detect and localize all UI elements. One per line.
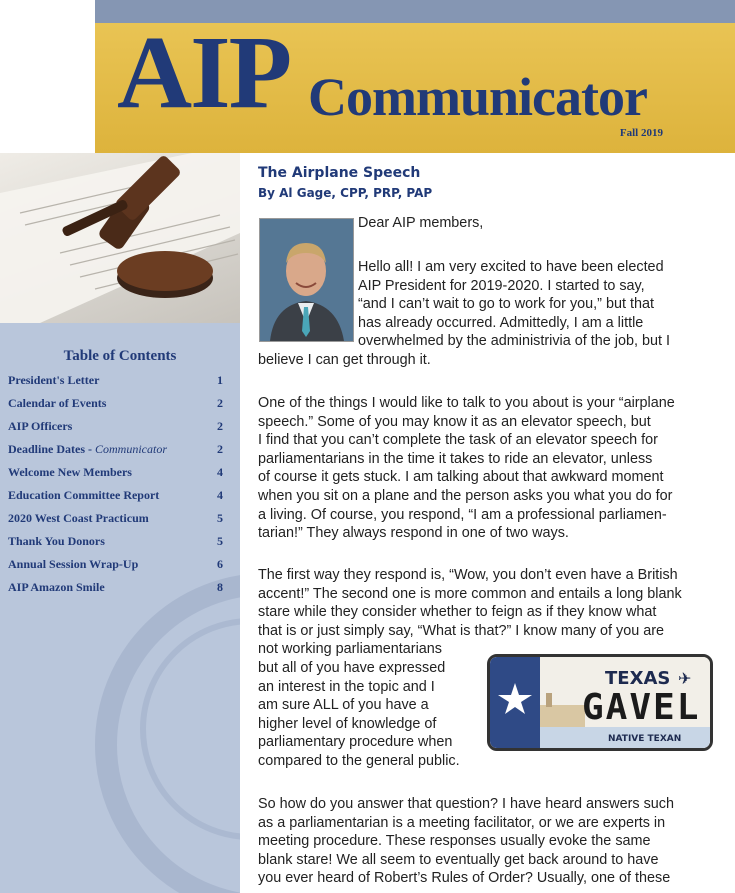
toc-item-label: [8, 442, 167, 457]
text-line: but all of you have expressed: [258, 659, 446, 676]
toc-item[interactable]: [0, 557, 240, 580]
toc-item-label: Education Committee Report: [8, 488, 160, 502]
toc-item-page: 6: [217, 557, 223, 571]
paragraph-intro: [258, 258, 670, 370]
text-line: overwhelmed by the administrivia of the job, but I: [358, 333, 670, 350]
gavel-illustration: [0, 153, 240, 323]
toc-item-page: 5: [217, 534, 223, 548]
paragraph-answer: [258, 795, 674, 888]
text-line: a living. Of course, you respond, “I am a professional parliamen-: [258, 506, 667, 523]
toc-item-label: AIP Officers: [8, 419, 73, 433]
text-line: Hello all! I am very excited to have been elected: [358, 259, 664, 275]
toc-item-label-italic: Communicator: [95, 442, 167, 456]
text-line: Dear AIP members,: [358, 215, 484, 231]
text-line: tarian!” They always respond in one of two ways.: [258, 525, 569, 542]
toc-item-label-text: Deadline Dates -: [8, 442, 95, 456]
text-line: higher level of knowledge of: [258, 715, 437, 732]
text-line: of course it gets stuck. I am talking about that awkward moment: [258, 469, 664, 486]
paragraph-greeting: [358, 214, 483, 233]
toc-item[interactable]: [0, 580, 240, 603]
toc-item[interactable]: [0, 465, 240, 488]
text-line: am sure ALL of you have a: [258, 697, 429, 714]
sidebar: [0, 153, 240, 893]
license-plate-illustration: [490, 657, 710, 748]
text-line: you ever heard of Robert’s Rules of Order? Usually, one of these: [258, 870, 671, 887]
text-line: compared to the general public.: [258, 752, 460, 769]
text-line: believe I can get through it.: [258, 351, 431, 368]
toc-item[interactable]: [0, 373, 240, 396]
masthead-communicator: Communicator: [308, 67, 647, 127]
toc-item-page: 2: [217, 442, 223, 456]
toc-item-page: 4: [217, 488, 223, 502]
text-line: So how do you answer that question? I have heard answers such: [258, 796, 674, 812]
text-line: an interest in the topic and I: [258, 678, 435, 695]
text-line: when you sit on a plane and the person asks you what you do for: [258, 487, 673, 504]
text-line: parliamentary procedure when: [258, 734, 453, 751]
toc-item-label: Annual Session Wrap-Up: [8, 557, 139, 571]
text-line: blank stare! We all seem to eventually get back around to have: [258, 851, 659, 868]
svg-text:✈: ✈: [678, 669, 692, 688]
toc-item[interactable]: [0, 511, 240, 534]
masthead-aip: AIP: [117, 23, 291, 130]
text-line: I find that you can’t complete the task of an elevator speech for: [258, 432, 658, 449]
toc-item[interactable]: [0, 419, 240, 442]
text-line: parliamentarians in the time it takes to ride an elevator, unless: [258, 450, 653, 467]
masthead-banner: [95, 23, 735, 153]
toc-item-label: Welcome New Members: [8, 465, 132, 479]
toc-item-page: 8: [217, 580, 223, 594]
text-line: that is or just simply say, “What is that?” I know many of you are: [258, 622, 665, 639]
text-line: not working parliamentarians: [258, 641, 442, 658]
toc-item-page: 2: [217, 396, 223, 410]
toc-item[interactable]: [0, 396, 240, 419]
text-line: as a parliamentarian is a meeting facilitator, or we are experts in: [258, 814, 666, 831]
text-line: has already occurred. Admittedly, I am a little: [358, 314, 644, 331]
text-line: stare while they consider whether to feign as if they know what: [258, 604, 657, 621]
text-line: One of the things I would like to talk to you about is your “airplane: [258, 395, 675, 411]
issue-label: Fall 2019: [619, 127, 663, 139]
text-line: “and I can’t wait to go to work for you,” but that: [358, 296, 654, 313]
plate-state: TEXAS: [605, 668, 671, 689]
toc-item-label: Calendar of Events: [8, 396, 107, 410]
top-bar: [95, 0, 735, 23]
article-byline: By Al Gage, CPP, PRP, PAP: [258, 186, 433, 200]
toc-item-page: 2: [217, 419, 223, 433]
text-line: speech.” Some of you may know it as an elevator speech, but: [258, 413, 651, 430]
toc-item[interactable]: [0, 442, 240, 465]
portrait-illustration: [260, 219, 353, 341]
texas-license-plate: [487, 654, 713, 751]
toc-item-label: Thank You Donors: [8, 534, 105, 548]
table-of-contents: [0, 347, 240, 603]
plate-text: GAVEL: [582, 687, 701, 728]
toc-item-label: President's Letter: [8, 373, 100, 387]
plate-tagline: NATIVE TEXAN: [608, 734, 682, 744]
text-line: The first way they respond is, “Wow, you don’t even have a British: [258, 567, 678, 583]
toc-title: Table of Contents: [63, 348, 177, 364]
toc-item-label: AIP Amazon Smile: [8, 580, 105, 594]
paragraph-airplane-speech: [258, 394, 675, 543]
toc-item-label: 2020 West Coast Practicum: [8, 511, 149, 525]
toc-item-page: 5: [217, 511, 223, 525]
text-line: accent!” The second one is more common and entails a long blank: [258, 585, 682, 602]
toc-item[interactable]: [0, 488, 240, 511]
text-line: AIP President for 2019-2020. I started to say,: [358, 277, 645, 294]
toc-item-page: 1: [217, 373, 223, 387]
gavel-photo: [0, 153, 240, 323]
toc-item[interactable]: [0, 534, 240, 557]
toc-item-page: 4: [217, 465, 223, 479]
text-line: meeting procedure. These responses usually evoke the same: [258, 833, 651, 850]
author-portrait: [259, 218, 354, 342]
article-title: The Airplane Speech: [258, 165, 421, 181]
